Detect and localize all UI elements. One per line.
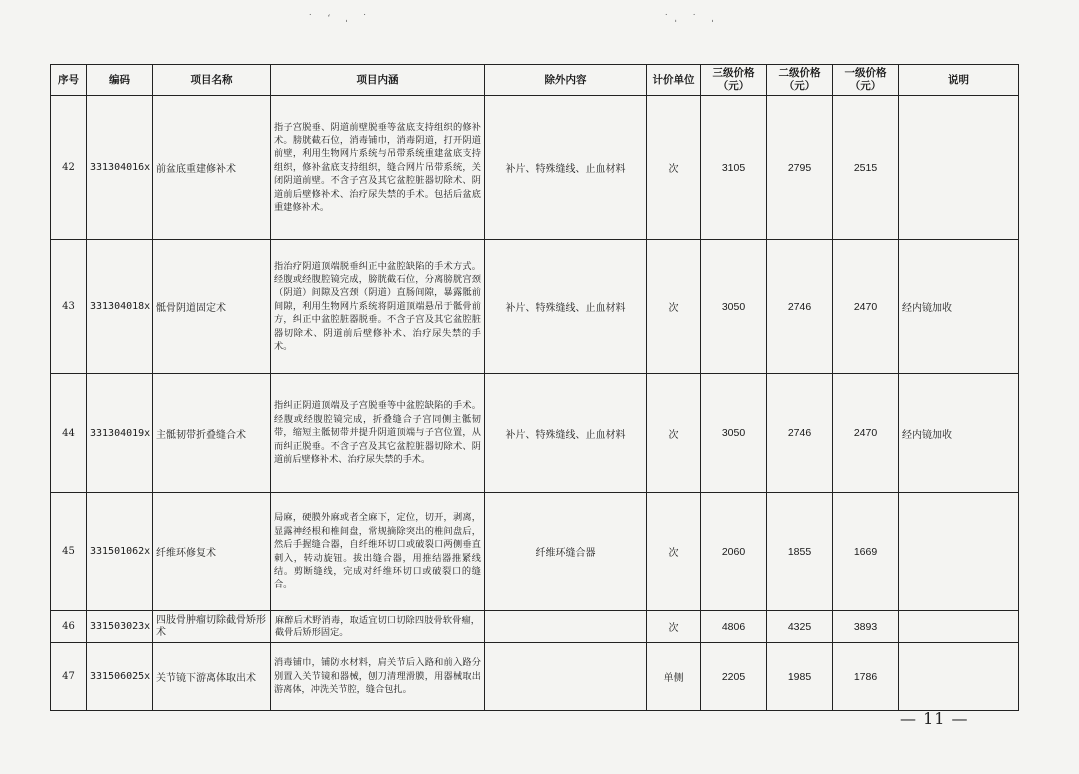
cell-note [899,493,1019,611]
cell-price2: 2795 [767,96,833,240]
cell-unit: 次 [647,374,701,493]
cell-content: 指子宫脱垂、阴道前壁脱垂等盆底支持组织的修补术。膀胱截石位，消毒铺巾，消毒阴道，打开阴道前壁，利用生物网片系统与吊带系统重建盆底支持组织，修补盆底支持组织，缝合网片吊带系统，关闭阴道前壁。不含子宫及其它盆腔脏器切除术、阴道前后壁修补术、治疗尿失禁的手术。包括后盆底重建修补术。 [271,96,485,240]
cell-unit: 次 [647,96,701,240]
table-row [51,493,1019,611]
table-row [51,96,1019,240]
header-unit: 计价单位 [647,65,701,96]
cell-price3: 2060 [701,493,767,611]
cell-price2: 4325 [767,611,833,643]
cell-price3: 3050 [701,240,767,374]
cell-price1: 2470 [833,240,899,374]
cell-name: 骶骨阴道固定术 [153,240,271,374]
cell-note: 经内镜加收 [899,240,1019,374]
header-seq: 序号 [51,65,87,96]
cell-price2: 2746 [767,374,833,493]
table-row [51,611,1019,643]
cell-seq: 47 [51,643,87,711]
cell-code: 331304018x [87,240,153,374]
cell-price3: 3050 [701,374,767,493]
header-code: 编码 [87,65,153,96]
table-row [51,240,1019,374]
scan-artifact: ˙ˌ ˙ ˌ [664,14,720,24]
cell-exclude: 纤维环缝合器 [485,493,647,611]
header-note: 说明 [899,65,1019,96]
cell-price2: 1985 [767,643,833,711]
cell-note [899,611,1019,643]
cell-content: 消毒铺巾，铺防水材料，肩关节后入路和前入路分别置入关节镜和器械，刨刀清理滑膜，用器械取出游离体，冲洗关节腔，缝合包扎。 [271,643,485,711]
cell-exclude: 补片、特殊缝线、止血材料 [485,96,647,240]
cell-price1: 1786 [833,643,899,711]
cell-name: 四肢骨肿瘤切除截骨矫形术 [153,611,271,643]
price-table [50,64,1019,711]
header-price1: 一级价格（元） [833,65,899,96]
header-exclude: 除外内容 [485,65,647,96]
cell-price3: 3105 [701,96,767,240]
cell-code: 331503023x [87,611,153,643]
cell-content: 指纠正阴道顶端及子宫脱垂等中盆腔缺陷的手术。经腹或经腹腔镜完成，折叠缝合子宫同侧主骶韧带，缩短主骶韧带并提升阴道顶端与子宫位置，从而纠正脱垂。不含子宫及其它盆腔脏器切除术、阴道前后壁修补术、治疗尿失禁的手术。 [271,374,485,493]
cell-seq: 44 [51,374,87,493]
cell-content: 指治疗阴道顶端脱垂纠正中盆腔缺陷的手术方式。经腹或经腹腔镜完成，膀胱截石位，分离膀胱宫颈（阴道）间隙及宫颈（阴道）直肠间隙，暴露骶前间隙，利用生物网片系统将阴道顶端悬吊于骶骨前方，纠正中盆腔脏器脱垂。不含子宫及其它盆腔脏器切除术、阴道前后壁修补术、治疗尿失禁的手术。 [271,240,485,374]
cell-name: 主骶韧带折叠缝合术 [153,374,271,493]
table-row [51,374,1019,493]
cell-price2: 2746 [767,240,833,374]
table-header-row [51,65,1019,96]
header-price3: 三级价格（元） [701,65,767,96]
cell-note [899,643,1019,711]
cell-name: 关节镜下游离体取出术 [153,643,271,711]
cell-unit: 次 [647,493,701,611]
cell-seq: 45 [51,493,87,611]
table-row [51,643,1019,711]
cell-code: 331501062x [87,493,153,611]
cell-price1: 3893 [833,611,899,643]
page-number: — 11 — [900,709,969,728]
cell-unit: 次 [647,611,701,643]
cell-name: 前盆底重建修补术 [153,96,271,240]
cell-exclude [485,611,647,643]
cell-code: 331304019x [87,374,153,493]
cell-exclude [485,643,647,711]
cell-price1: 2515 [833,96,899,240]
cell-code: 331304016x [87,96,153,240]
cell-unit: 单侧 [647,643,701,711]
cell-note [899,96,1019,240]
cell-price1: 2470 [833,374,899,493]
header-price2: 二级价格（元） [767,65,833,96]
cell-name: 纤维环修复术 [153,493,271,611]
cell-exclude: 补片、特殊缝线、止血材料 [485,374,647,493]
cell-note: 经内镜加收 [899,374,1019,493]
cell-price3: 4806 [701,611,767,643]
cell-seq: 46 [51,611,87,643]
cell-seq: 43 [51,240,87,374]
scan-artifact: ˙ ‘ ˌ ˙ [308,14,373,24]
cell-content: 局麻，硬膜外麻或者全麻下，定位，切开，剥离，显露神经根和椎间盘，常规摘除突出的椎间盘后，然后手握缝合器，自纤维环切口或破裂口两侧垂直刺入，转动旋钮。拔出缝合器，用推结器推紧线结。剪断缝线，完成对纤维环切口或破裂口的缝合。 [271,493,485,611]
cell-price2: 1855 [767,493,833,611]
cell-seq: 42 [51,96,87,240]
header-content: 项目内涵 [271,65,485,96]
cell-code: 331506025x [87,643,153,711]
cell-exclude: 补片、特殊缝线、止血材料 [485,240,647,374]
cell-unit: 次 [647,240,701,374]
header-name: 项目名称 [153,65,271,96]
cell-price3: 2205 [701,643,767,711]
cell-content: 麻醉后术野消毒，取适宜切口切除四肢骨软骨瘤，截骨后矫形固定。 [271,611,485,643]
cell-price1: 1669 [833,493,899,611]
